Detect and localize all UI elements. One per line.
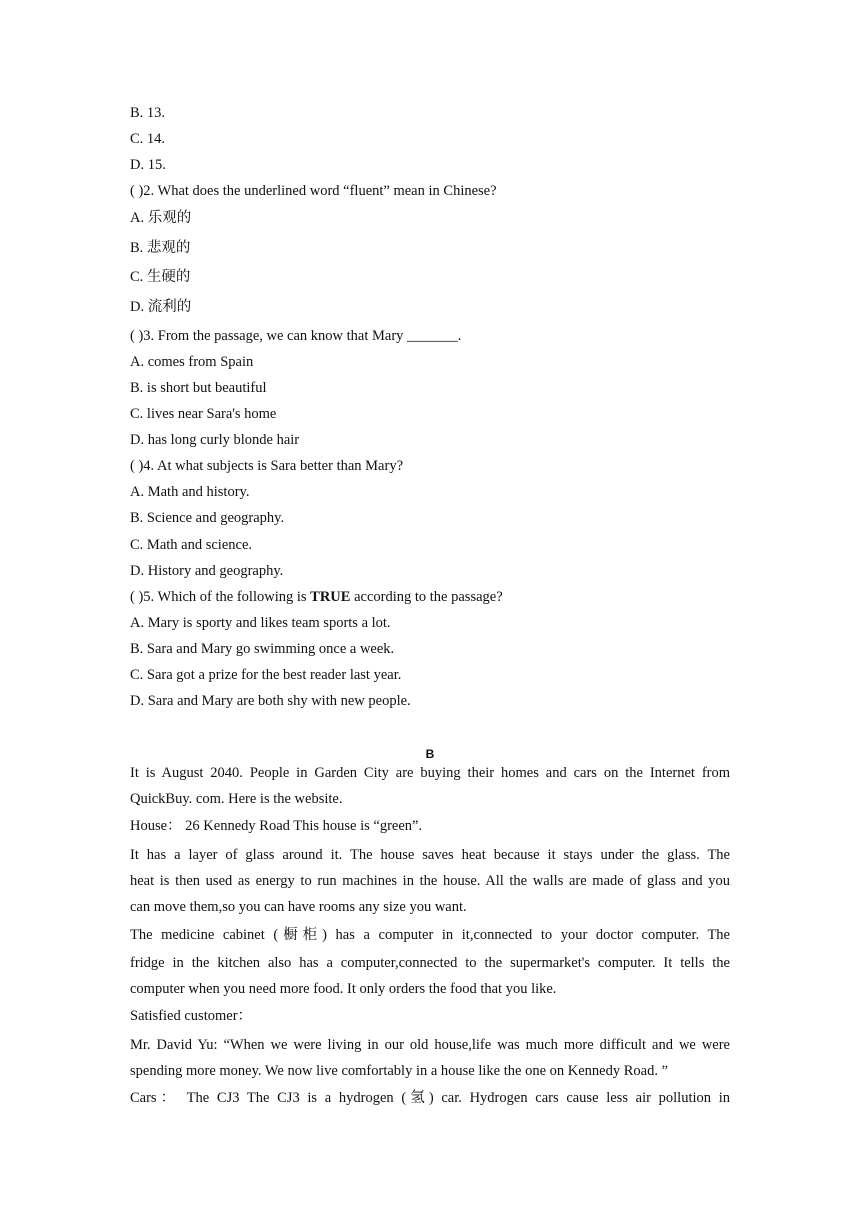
- q5-option-c: C. Sara got a prize for the best reader last year.: [130, 667, 402, 683]
- q2-option-c: C. 生硬的: [130, 269, 191, 285]
- q2-option-a: A. 乐观的: [130, 210, 192, 226]
- house-paragraph-1-line-2: heat is then used as energy to run machines in the house. All the walls are made of glass and you: [130, 873, 730, 889]
- q4-option-b: B. Science and geography.: [130, 510, 285, 526]
- q2-option-b: B. 悲观的: [130, 240, 191, 256]
- q1-option-d: D. 15.: [130, 157, 166, 173]
- q2-option-d: D. 流利的: [130, 299, 192, 315]
- q5-option-d: D. Sara and Mary are both shy with new people.: [130, 693, 411, 709]
- q4-option-d: D. History and geography.: [130, 563, 284, 579]
- q3-option-a: A. comes from Spain: [130, 354, 254, 370]
- q3-option-d: D. has long curly blonde hair: [130, 432, 300, 448]
- q5-stem-post: according to the passage?: [350, 589, 503, 605]
- house-paragraph-2-line-1: The medicine cabinet (橱柜) has a computer in it,connected to your doctor computer. The: [130, 927, 730, 943]
- q5-option-b: B. Sara and Mary go swimming once a week.: [130, 641, 395, 657]
- q2-stem: ( )2. What does the underlined word “fluent” mean in Chinese?: [130, 183, 497, 199]
- q1-option-c: C. 14.: [130, 131, 166, 147]
- q5-stem: [130, 587, 503, 607]
- customer-quote-line-2: spending more money. We now live comfortably in a house like the one on Kennedy Road. ”: [130, 1063, 669, 1079]
- q4-option-a: A. Math and history.: [130, 484, 250, 500]
- section-b-heading: B: [425, 747, 435, 761]
- intro-line-2: QuickBuy. com. Here is the website.: [130, 791, 343, 807]
- q4-stem: ( )4. At what subjects is Sara better than Mary?: [130, 458, 404, 474]
- q5-stem-bold: TRUE: [310, 589, 351, 605]
- q3-option-c: C. lives near Sara's home: [130, 406, 277, 422]
- q5-stem-pre: ( )5. Which of the following is: [130, 589, 311, 605]
- house-paragraph-2-line-3: computer when you need more food. It only orders the food that you like.: [130, 981, 557, 997]
- house-paragraph-1-line-1: It has a layer of glass around it. The house saves heat because it stays under the glass. The: [130, 847, 730, 863]
- intro-line-1: It is August 2040. People in Garden City are buying their homes and cars on the Internet from: [130, 765, 730, 781]
- q3-stem: ( )3. From the passage, we can know that Mary _______.: [130, 328, 462, 344]
- q4-option-c: C. Math and science.: [130, 537, 253, 553]
- satisfied-customer-label: Satisfied customer：: [130, 1008, 253, 1024]
- q1-option-b: B. 13.: [130, 105, 166, 121]
- q5-option-a: A. Mary is sporty and likes team sports a lot.: [130, 615, 391, 631]
- cars-line-1: Cars： The CJ3 The CJ3 is a hydrogen (氢) car. Hydrogen cars cause less air pollution in: [130, 1090, 730, 1106]
- house-paragraph-2-line-2: fridge in the kitchen also has a computer,connected to the supermarket's computer. It tells the: [130, 955, 730, 971]
- house-paragraph-1-line-3: can move them,so you can have rooms any size you want.: [130, 899, 467, 915]
- house-line: House： 26 Kennedy Road This house is “green”.: [130, 818, 423, 834]
- customer-quote-line-1: Mr. David Yu: “When we were living in our old house,life was much more difficult and we were: [130, 1037, 730, 1053]
- q3-option-b: B. is short but beautiful: [130, 380, 267, 396]
